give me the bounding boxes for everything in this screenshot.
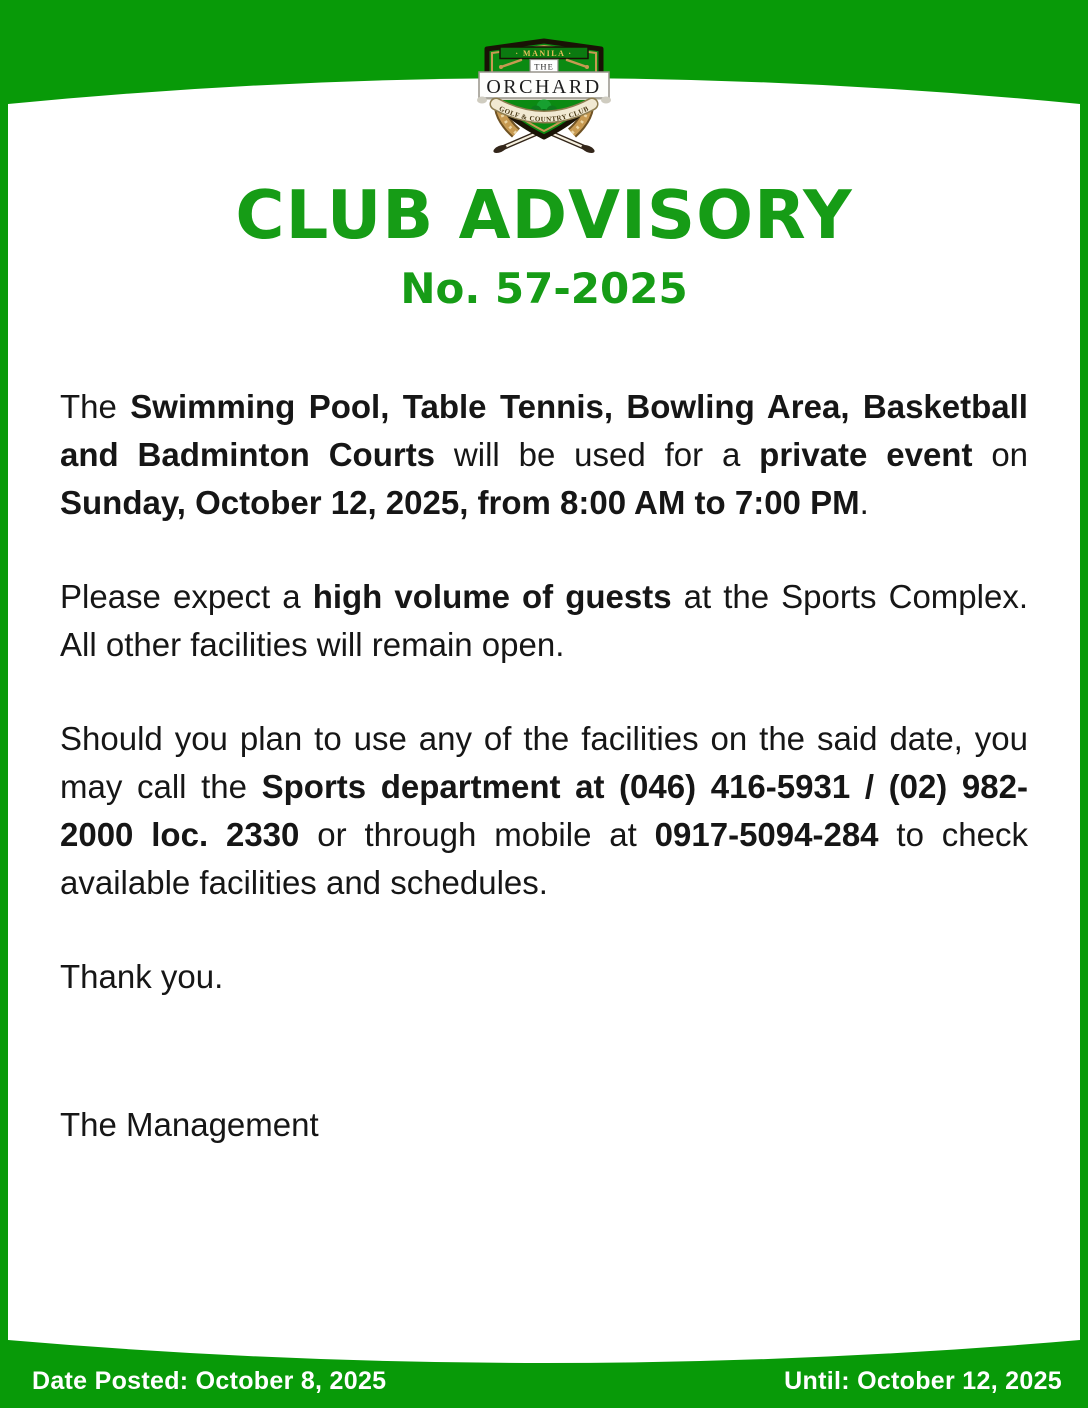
club-logo	[474, 36, 614, 160]
paragraph: Should you plan to use any of the facilities on the said date, you may call the Sports department at (046) 416-5931 / (02) 982-2000 loc. 2330 or through mobile at 0917-5094-284 to check available facilities and schedules.	[60, 720, 1028, 902]
advisory-paragraphs	[60, 383, 1028, 907]
signature-text: The Management	[60, 1106, 319, 1144]
manila-band	[500, 47, 588, 59]
advisory-number: No. 57-2025	[400, 264, 688, 314]
orchard-label: ORCHARD	[486, 76, 602, 98]
the-label: THE	[534, 61, 554, 72]
valid-until-label: Until: October 12, 2025	[784, 1367, 1062, 1395]
club-crest-graphic	[474, 36, 614, 160]
page-title: CLUB ADVISORY	[235, 176, 853, 254]
the-panel	[530, 60, 558, 73]
manila-label: · MANILA ·	[515, 49, 573, 58]
closing-text: Thank you.	[60, 958, 224, 996]
advisory-content	[60, 176, 1029, 1149]
ribbon-label: GOLF & COUNTRY CLUB	[497, 104, 591, 124]
paragraph: Please expect a high volume of guests at the Sports Complex. All other facilities will remain open.	[60, 578, 1028, 664]
date-posted-label: Date Posted: October 8, 2025	[32, 1367, 387, 1395]
paragraph: The Swimming Pool, Table Tennis, Bowling Area, Basketball and Badminton Courts will be used for a private event on Sunday, October 12, 2025, from 8:00 AM to 7:00 PM.	[60, 388, 1029, 522]
